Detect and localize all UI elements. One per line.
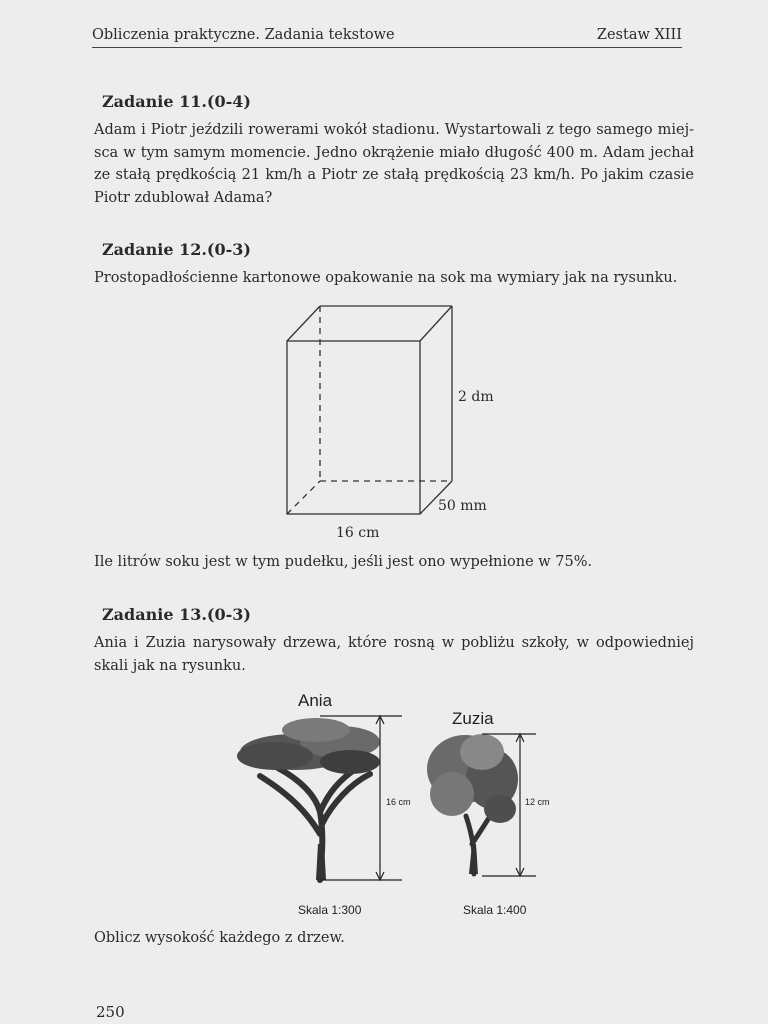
box-hidden-edge	[287, 481, 320, 514]
tree-ania-name: Ania	[298, 691, 333, 710]
task-12-intro-line: Prostopadłościenne kartonowe opakowanie na sok ma wymiary jak na rysunku.	[94, 270, 678, 286]
task-11-line: sca w tym samym momencie. Jedno okrążenie miało długość 400 m. Adam jechał	[94, 144, 694, 161]
box-height-label: 2 dm	[458, 389, 494, 405]
task-12-question	[94, 551, 694, 574]
task-13-line: skali jak na rysunku.	[94, 657, 246, 674]
box-width-label: 16 cm	[336, 525, 380, 541]
task-12-intro	[94, 267, 694, 290]
task-11-line: Piotr zdublował Adama?	[94, 189, 273, 206]
task-11-title: Zadanie 11.(0-4)	[102, 92, 251, 111]
box-front-face	[287, 341, 420, 514]
task-11-text	[94, 119, 694, 209]
task-13-title: Zadanie 13.(0-3)	[102, 605, 251, 624]
task-13-text	[94, 632, 694, 677]
box-edge	[287, 306, 320, 341]
task-11-line: Adam i Piotr jeździli rowerami wokół stadionu. Wystartowali z tego samego miej-	[94, 122, 694, 138]
tree-zuzia	[427, 734, 518, 874]
box-diagram	[270, 295, 510, 545]
task-13-question-line: Oblicz wysokość każdego z drzew.	[94, 930, 345, 946]
task-12-question-line: Ile litrów soku jest w tym pudełku, jeśli jest ono wypełnione w 75%.	[94, 554, 593, 570]
page-header	[92, 25, 682, 48]
tree-ania-height: 16 cm	[386, 797, 411, 807]
page-number: 250	[96, 1003, 125, 1021]
task-12-title: Zadanie 12.(0-3)	[102, 240, 251, 259]
tree-zuzia-name: Zuzia	[452, 709, 494, 728]
task-13-line: Ania i Zuzia narysowały drzewa, które rosną w pobliżu szkoły, w odpowiedniej	[94, 635, 694, 651]
box-depth-label: 50 mm	[438, 498, 487, 514]
task-11-line: ze stałą prędkością 21 km/h a Piotr ze stałą prędkością 23 km/h. Po jakim czasie	[94, 167, 694, 184]
tree-zuzia-scale: Skala 1:400	[463, 903, 527, 917]
box-edge	[420, 306, 452, 341]
header-section-title: Obliczenia praktyczne. Zadania tekstowe	[92, 27, 395, 43]
task-13-question	[94, 927, 694, 950]
header-set-number: Zestaw XIII	[596, 27, 682, 43]
trees-diagram	[220, 684, 550, 924]
tree-ania	[237, 718, 380, 880]
tree-ania-scale: Skala 1:300	[298, 903, 362, 917]
tree-zuzia-height: 12 cm	[525, 797, 550, 807]
